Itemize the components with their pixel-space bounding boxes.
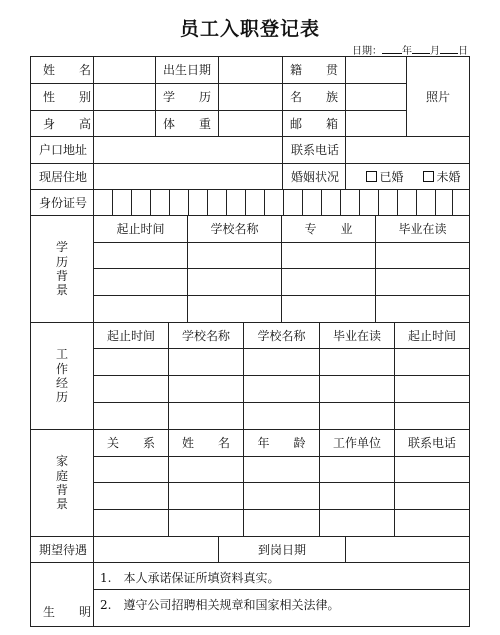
- statement-item-2: 2. 遵守公司招聘相关规章和国家相关法律。: [100, 598, 340, 612]
- label-statement: 生 明: [43, 605, 92, 619]
- edu-header-status: 毕业在读: [398, 222, 447, 236]
- label-hukou-address: 户口地址: [39, 143, 88, 157]
- unmarried-checkbox[interactable]: [423, 171, 434, 182]
- edu-header-major: 专 业: [304, 222, 353, 236]
- day-blank[interactable]: [440, 44, 458, 54]
- form-title: 员工入职登记表: [179, 18, 320, 40]
- married-checkbox[interactable]: [366, 171, 377, 182]
- label-ethnicity: 名 族: [289, 90, 338, 104]
- work-header-4: 毕业在读: [332, 328, 381, 343]
- date-year: 年: [402, 46, 412, 57]
- label-residence: 现居住地: [39, 169, 88, 184]
- label-start-date: 到岗日期: [257, 542, 306, 557]
- label-weight: 体 重: [162, 116, 211, 131]
- family-header-employer: 工作单位: [332, 436, 381, 450]
- label-gender: 性 别: [43, 90, 92, 104]
- work-header-1: 起止时间: [106, 328, 155, 343]
- label-email: 邮 箱: [289, 116, 338, 131]
- date-month: 月: [430, 46, 440, 57]
- edu-header-period: 起止时间: [116, 222, 165, 236]
- edu-header-school: 学校名称: [210, 222, 259, 236]
- label-expected-salary: 期望待遇: [39, 542, 88, 557]
- date-day: 日: [458, 46, 468, 57]
- label-marital-status: 婚姻状况: [291, 169, 340, 184]
- family-section-label: 家庭背景: [55, 454, 68, 512]
- photo-box[interactable]: 照片: [425, 89, 450, 104]
- label-height: 身 高: [43, 116, 92, 131]
- work-header-5: 起止时间: [407, 328, 456, 343]
- label-native-place: 籍 贯: [289, 63, 338, 77]
- married-option[interactable]: 已婚: [360, 164, 410, 189]
- label-education: 学 历: [162, 90, 211, 104]
- work-header-3: 学校名称: [257, 328, 306, 343]
- label-birth-date: 出生日期: [162, 63, 211, 77]
- label-phone: 联系电话: [291, 143, 340, 157]
- month-blank[interactable]: [412, 44, 430, 54]
- family-header-age: 年 龄: [257, 436, 306, 450]
- work-section-label: 工作经历: [55, 347, 68, 405]
- unmarried-option[interactable]: 未婚: [418, 164, 466, 189]
- work-header-2: 学校名称: [181, 328, 230, 343]
- family-header-relation: 关 系: [106, 436, 155, 450]
- family-header-name: 姓 名: [181, 436, 230, 450]
- date-line: [352, 42, 468, 57]
- label-id-number: 身份证号: [39, 195, 88, 210]
- education-section-label: 学历背景: [55, 240, 68, 298]
- year-blank[interactable]: [382, 44, 402, 54]
- statement-item-1: 1. 本人承诺保证所填资料真实。: [100, 571, 280, 585]
- date-label: 日期：: [352, 46, 382, 57]
- family-header-phone: 联系电话: [407, 436, 456, 450]
- label-name: 姓 名: [43, 63, 92, 77]
